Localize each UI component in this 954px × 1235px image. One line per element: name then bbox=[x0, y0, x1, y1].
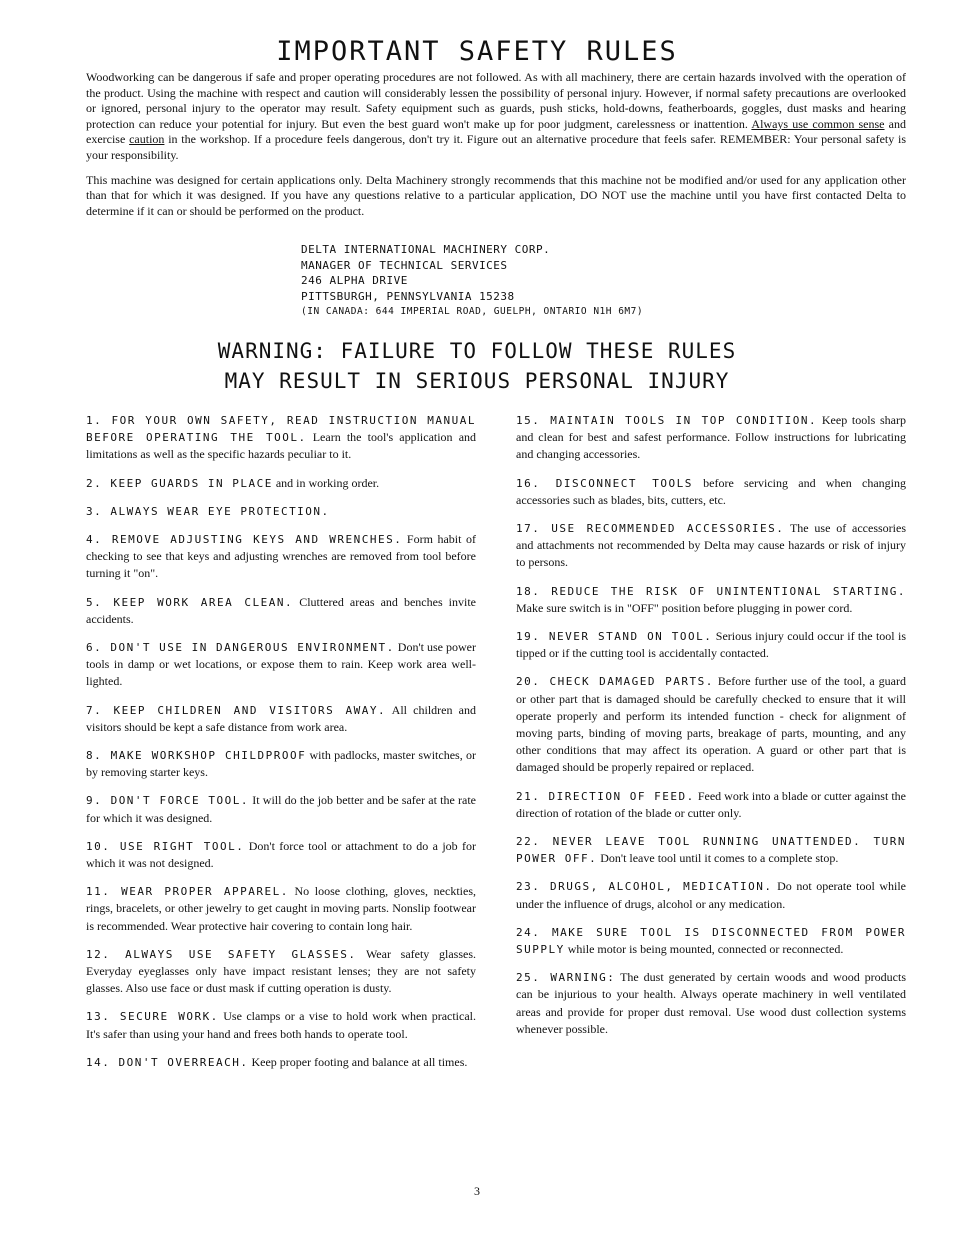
address-line-2: MANAGER OF TECHNICAL SERVICES bbox=[301, 258, 508, 272]
intro-paragraph-2: This machine was designed for certain applications only. Delta Machinery strongly recommends that this machine not be modified and/or used for any application other than that for which it was designed. If you have any questions relative to a particular application, DO NOT use the machine until you have first contacted Delta to determine if it can or should be performed on the product. bbox=[86, 172, 906, 218]
rule-text: The use of accessories and attachments not recommended by Delta may cause hazards or risk of injury to persons. bbox=[516, 521, 906, 570]
rule-text: Use clamps or a vise to hold work when practical. It's safer than using your hand and frees both hands to operate tool. bbox=[86, 1009, 477, 1041]
intro-text-c: in the workshop. If a procedure feels dangerous, don't try it. Figure out an alternative procedure that feels safer. REMEMBER: Your personal safety is your responsibility. bbox=[86, 132, 907, 162]
address-line-5: (IN CANADA: 644 IMPERIAL ROAD, GUELPH, ONTARIO N1H 6M7) bbox=[301, 306, 644, 318]
rule-heading: 13. SECURE WORK. bbox=[86, 1010, 219, 1024]
rule-text: Before further use of the tool, a guard or other part that is damaged should be carefully checked to ensure that it will operate properly and perform its intended function - check for alignment of moving parts, binding of moving parts, breakage of parts, mounting, and any other conditions that may affect its operation. A guard or other part that is damaged should be properly repaired or replaced. bbox=[516, 674, 907, 775]
rule-text: with padlocks, master switches, or by removing starter keys. bbox=[86, 748, 476, 780]
rule-heading: 20. CHECK DAMAGED PARTS. bbox=[516, 675, 714, 689]
intro-text-a: Woodworking can be dangerous if safe and proper operating procedures are not followed. As with all machinery, there are certain hazards involved with the operation of the product. Using the machine with respect and caution will considerably lessen the possibility of personal injury. However, if normal safety precautions are overlooked or ignored, personal injury to the operator may result. Safety equipment such as guards, push sticks, hold-downs, featherboards, goggles, dust masks and hearing protection can reduce your potential for injury. But even the best guard won't make up for poor judgment, carelessness or inattention. bbox=[86, 70, 906, 131]
safety-rule bbox=[86, 639, 476, 691]
rule-heading: 16. DISCONNECT TOOLS bbox=[516, 476, 693, 490]
rules-column-right bbox=[516, 412, 906, 1049]
rule-heading: 6. DON'T USE IN DANGEROUS ENVIRONMENT. bbox=[86, 641, 395, 655]
rule-text: Form habit of checking to see that keys and adjusting wrenches are removed from tool before turning it "on". bbox=[86, 532, 476, 581]
rule-text: Keep proper footing and balance at all times. bbox=[251, 1054, 468, 1069]
rule-heading: 8. MAKE WORKSHOP CHILDPROOF bbox=[86, 749, 307, 763]
safety-rule bbox=[516, 788, 906, 822]
rule-heading: 22. NEVER LEAVE TOOL RUNNING UNATTENDED. TURN POWER OFF. bbox=[516, 835, 906, 866]
rule-heading: 14. DON'T OVERREACH. bbox=[86, 1055, 249, 1069]
rule-text: Cluttered areas and benches invite accidents. bbox=[86, 594, 476, 626]
rule-heading: 24. MAKE SURE TOOL IS DISCONNECTED FROM POWER SUPPLY bbox=[516, 925, 906, 957]
rule-text: Don't use power tools in damp or wet locations, or expose them to rain. Keep work area well-lighted. bbox=[86, 640, 476, 689]
rule-text: Do not operate tool while under the influence of drugs, alcohol or any medication. bbox=[516, 879, 907, 911]
rule-heading: 11. WEAR PROPER APPAREL. bbox=[86, 885, 289, 899]
rule-heading: 18. REDUCE THE RISK OF UNINTENTIONAL STARTING. bbox=[516, 584, 906, 598]
rule-heading: 1. FOR YOUR OWN SAFETY, READ INSTRUCTION MANUAL BEFORE OPERATING THE TOOL. bbox=[86, 414, 476, 445]
page-number: 3 bbox=[474, 1184, 480, 1198]
safety-rule bbox=[516, 673, 906, 776]
safety-rule bbox=[86, 702, 476, 736]
intro-section bbox=[86, 70, 906, 228]
rule-heading: 21. DIRECTION OF FEED. bbox=[516, 789, 695, 803]
rules-column-left bbox=[86, 412, 476, 1082]
safety-rule bbox=[86, 838, 476, 872]
rule-heading: 10. USE RIGHT TOOL. bbox=[86, 839, 245, 853]
intro-text-b: and exercise bbox=[86, 116, 906, 147]
rule-text: Feed work into a blade or cutter against the direction of rotation of the blade or cutter only. bbox=[516, 788, 906, 820]
rule-heading: 7. KEEP CHILDREN AND VISITORS AWAY. bbox=[86, 703, 387, 717]
rule-text: Don't leave tool until it comes to a complete stop. bbox=[600, 851, 839, 866]
rule-text: Don't force tool or attachment to do a job for which it was not designed. bbox=[86, 838, 476, 871]
rule-text: No loose clothing, gloves, neckties, rings, bracelets, or other jewelry to get caught in moving parts. Nonslip footwear is recommended. Wear protective hair covering to contain long hair. bbox=[86, 884, 476, 933]
safety-rule bbox=[516, 583, 906, 617]
warning-heading bbox=[0, 336, 954, 396]
safety-rule bbox=[86, 412, 476, 464]
common-sense-underlined: Always use common sense bbox=[751, 116, 885, 131]
rule-text: Serious injury could occur if the tool is tipped or if the cutting tool is accidentally contacted. bbox=[516, 629, 907, 661]
rule-text: while motor is being mounted, connected or reconnected. bbox=[567, 942, 844, 957]
safety-rule bbox=[86, 883, 476, 935]
safety-rule bbox=[86, 946, 476, 998]
safety-rule bbox=[86, 792, 476, 826]
rule-heading: 4. REMOVE ADJUSTING KEYS AND WRENCHES. bbox=[86, 533, 403, 547]
safety-rule bbox=[86, 503, 476, 520]
rule-text: Learn the tool's application and limitations as well as the specific hazards peculiar to it. bbox=[86, 430, 477, 462]
safety-rule bbox=[86, 1008, 476, 1042]
safety-rule bbox=[516, 969, 906, 1038]
rule-heading: 25. WARNING: bbox=[516, 971, 616, 985]
rule-heading: 5. KEEP WORK AREA CLEAN. bbox=[86, 595, 294, 609]
rule-heading: 17. USE RECOMMENDED ACCESSORIES. bbox=[516, 522, 785, 536]
safety-rule bbox=[516, 833, 906, 867]
address-line-1: DELTA INTERNATIONAL MACHINERY CORP. bbox=[301, 243, 551, 256]
caution-underlined: caution bbox=[129, 132, 165, 147]
rule-text: Make sure switch is in "OFF" position before plugging in power cord. bbox=[516, 600, 853, 615]
rule-text: Keep tools sharp and clean for best and safest performance. Follow instructions for lubricating and changing accessories. bbox=[516, 413, 907, 462]
rule-heading: 2. KEEP GUARDS IN PLACE bbox=[86, 476, 273, 490]
rule-heading: 15. MAINTAIN TOOLS IN TOP CONDITION. bbox=[516, 414, 818, 427]
safety-rule bbox=[516, 520, 906, 572]
address-line-4: PITTSBURGH, PENNSYLVANIA 15238 bbox=[301, 289, 515, 303]
warning-line-1: WARNING: FAILURE TO FOLLOW THESE RULES bbox=[217, 339, 737, 363]
rule-heading: 3. ALWAYS WEAR EYE PROTECTION. bbox=[86, 504, 330, 518]
safety-rule bbox=[86, 747, 476, 781]
safety-rule bbox=[516, 924, 906, 958]
rule-heading: 19. NEVER STAND ON TOOL. bbox=[516, 630, 713, 644]
rule-text: and in working order. bbox=[275, 475, 380, 490]
rule-heading: 9. DON'T FORCE TOOL. bbox=[86, 794, 250, 808]
page-title: IMPORTANT SAFETY RULES bbox=[276, 36, 678, 67]
safety-rule bbox=[516, 878, 906, 912]
rule-text: Wear safety glasses. Everyday eyeglasses only have impact resistant lenses; they are not safety glasses. Also use face or dust mask if cutting operation is dusty. bbox=[86, 946, 476, 996]
contact-address bbox=[301, 242, 643, 320]
address-line-3: 246 ALPHA DRIVE bbox=[301, 274, 408, 288]
safety-rule bbox=[86, 1054, 476, 1071]
safety-rule bbox=[86, 475, 476, 492]
safety-rule bbox=[516, 628, 906, 662]
rule-text: The dust generated by certain woods and wood products can be injurious to your health. Always operate machinery in well ventilated areas and provide for proper dust removal. Use wood dust collection systems whenever possible. bbox=[516, 970, 906, 1036]
safety-rule bbox=[86, 531, 476, 583]
rule-text: It will do the job better and be safer at the rate for which it was designed. bbox=[86, 793, 477, 825]
rule-text: before servicing and when changing accessories such as blades, bits, cutters, etc. bbox=[516, 475, 907, 507]
safety-rule bbox=[516, 412, 906, 464]
safety-rule bbox=[516, 475, 906, 509]
intro-paragraph-1 bbox=[86, 70, 906, 164]
safety-rule bbox=[86, 594, 476, 628]
rule-text: All children and visitors should be kept a safe distance from work area. bbox=[86, 702, 476, 734]
warning-line-2: MAY RESULT IN SERIOUS PERSONAL INJURY bbox=[224, 369, 730, 393]
rule-heading: 12. ALWAYS USE SAFETY GLASSES. bbox=[86, 947, 357, 961]
rule-heading: 23. DRUGS, ALCOHOL, MEDICATION. bbox=[516, 880, 773, 894]
